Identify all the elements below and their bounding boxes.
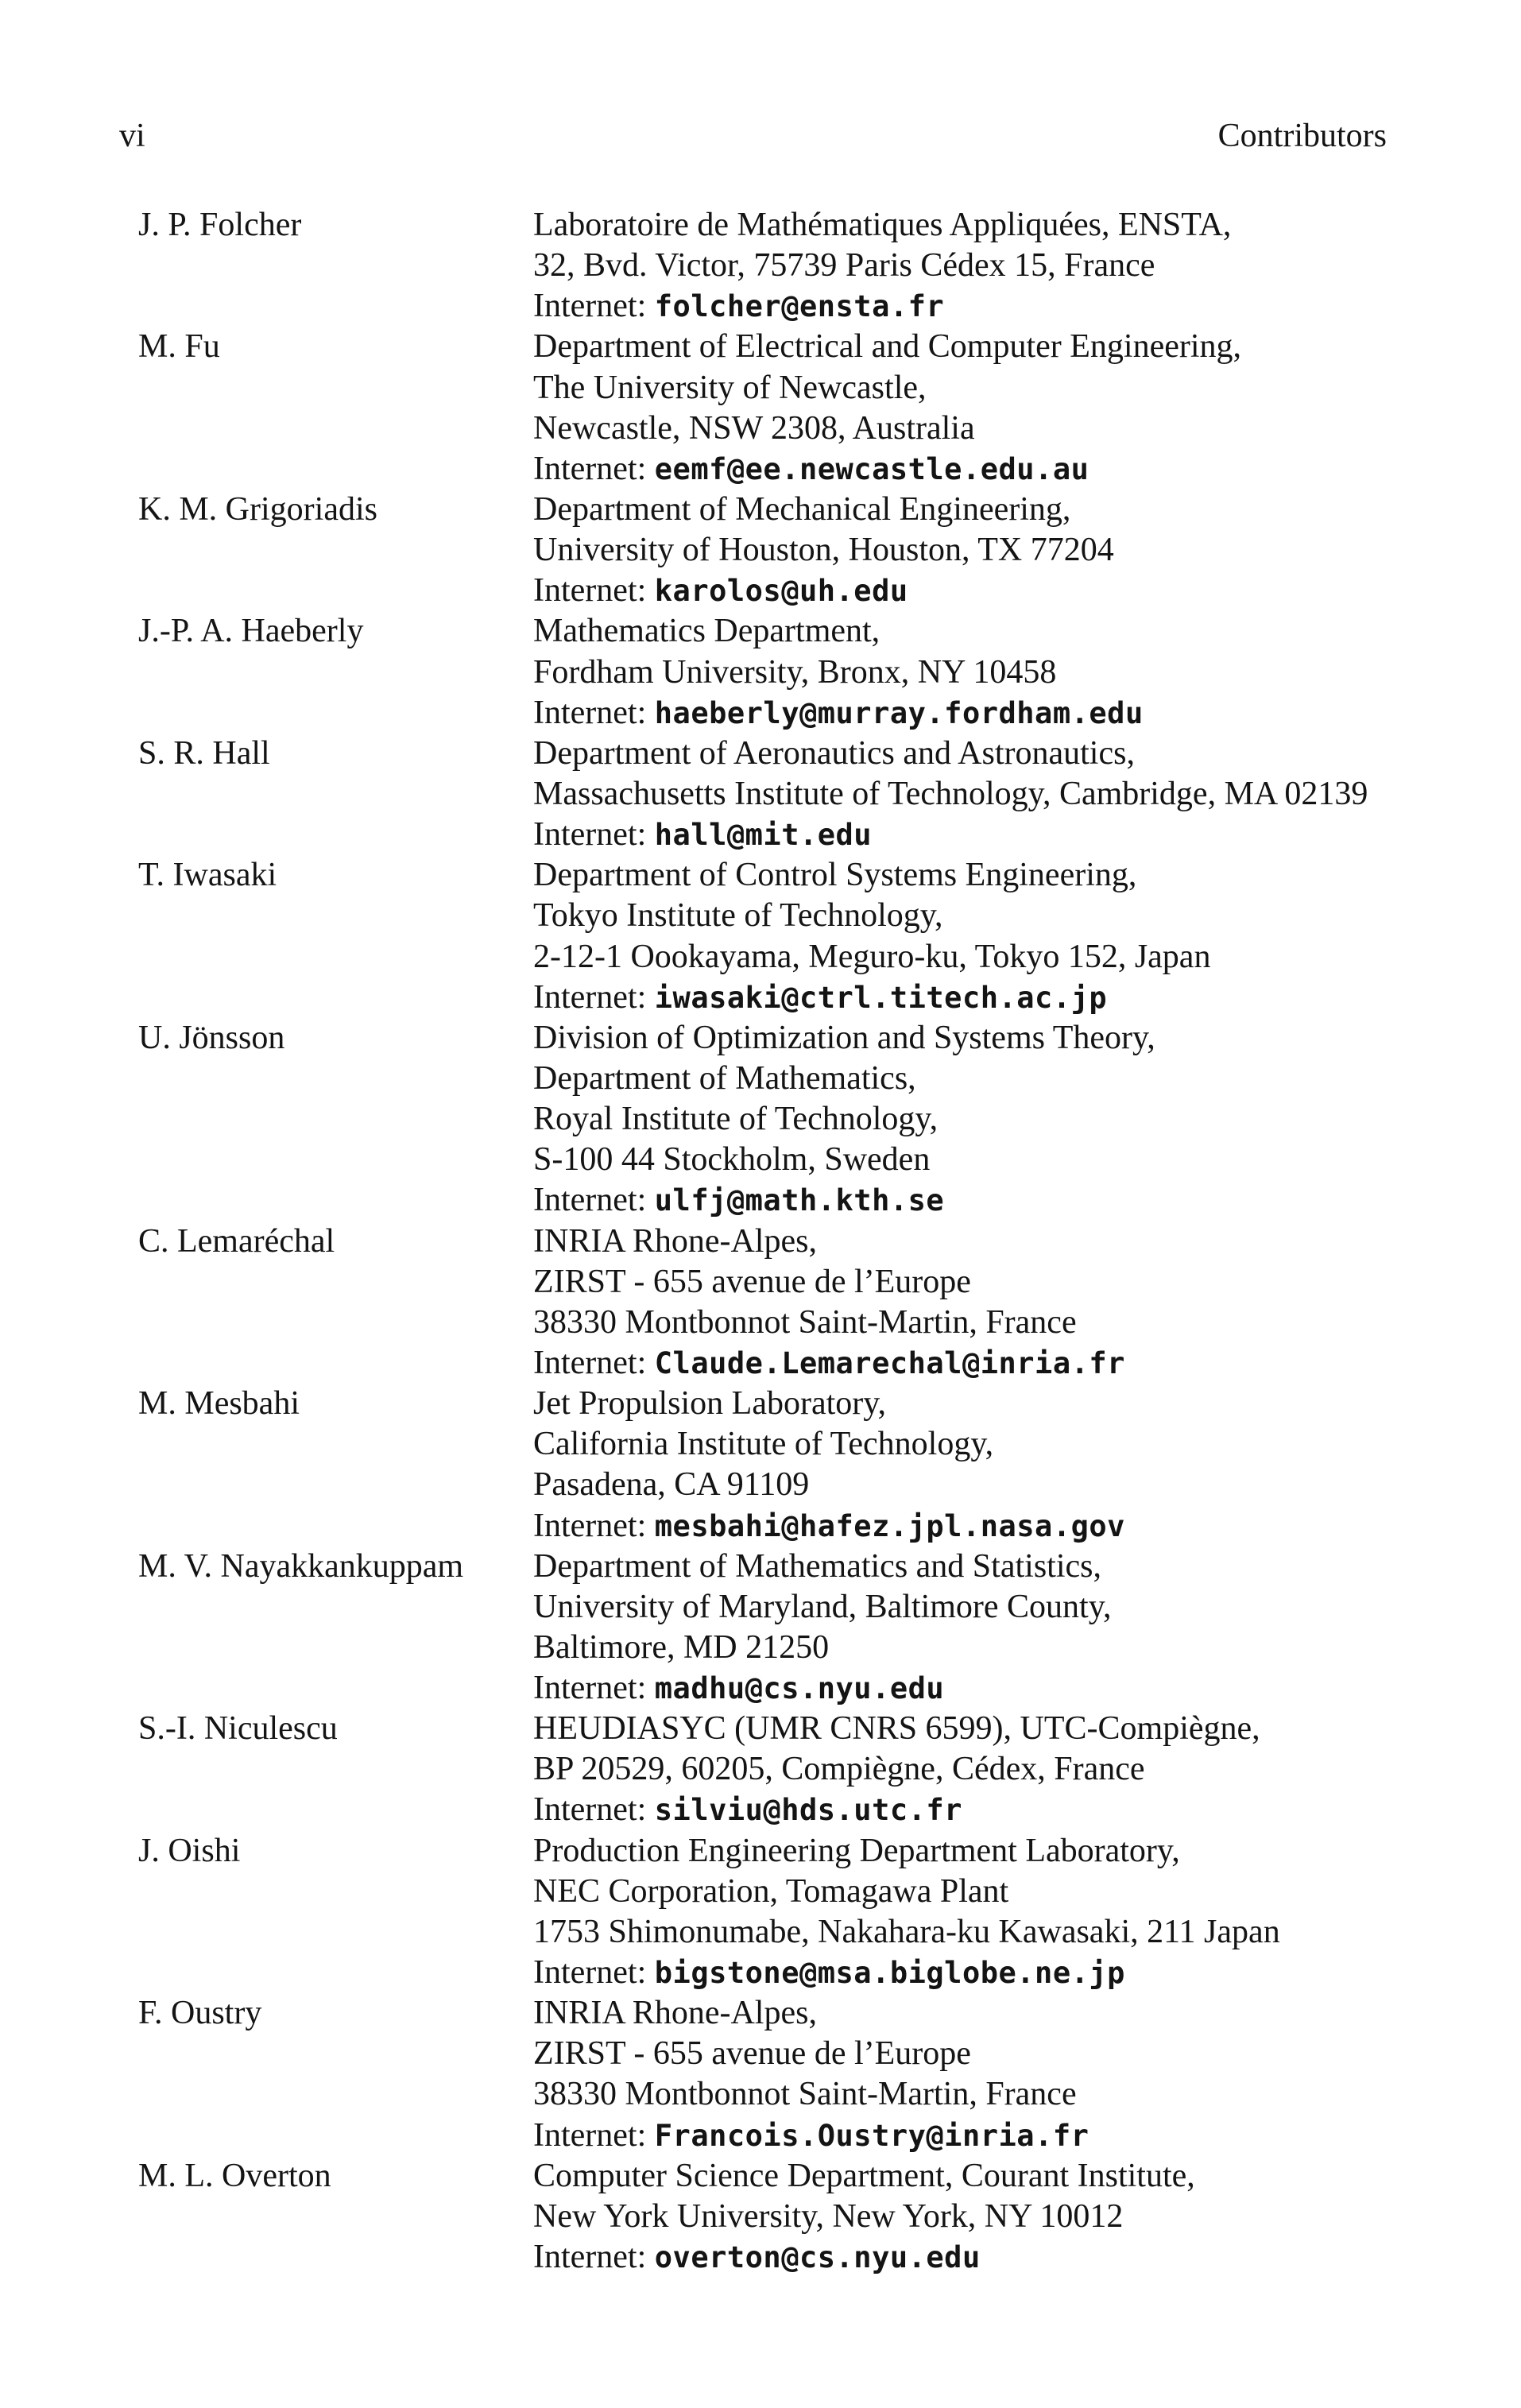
contributor-name: C. Lemaréchal xyxy=(138,1222,335,1260)
email-line xyxy=(533,1180,1457,1221)
affiliation-line: Fordham University, Bronx, NY 10458 xyxy=(533,653,1057,691)
email-address[interactable]: ulfj@math.kth.se xyxy=(654,1183,945,1218)
contributor-affiliation xyxy=(533,855,1457,1018)
email-label: Internet: xyxy=(533,1670,647,1707)
contributor-affiliation xyxy=(533,1709,1457,1830)
affiliation-line: INRIA Rhone-Alpes, xyxy=(533,1222,817,1260)
contributor-entry xyxy=(138,2156,1457,2278)
affiliation-line: Computer Science Department, Courant Institute, xyxy=(533,2157,1195,2194)
email-label: Internet: xyxy=(533,450,647,487)
affiliation-line: Baltimore, MD 21250 xyxy=(533,1628,830,1666)
email-line xyxy=(533,1668,1457,1709)
contributor-entry xyxy=(138,1831,1457,1994)
email-label: Internet: xyxy=(533,816,647,854)
contributor-name: F. Oustry xyxy=(138,1995,262,2032)
contributor-entry xyxy=(138,1384,1457,1547)
affiliation-line: Pasadena, CA 91109 xyxy=(533,1466,810,1504)
affiliation-line: Newcastle, NSW 2308, Australia xyxy=(533,409,975,447)
email-address[interactable]: overton@cs.nyu.edu xyxy=(654,2240,981,2275)
email-line xyxy=(533,286,1457,327)
section-title: Contributors xyxy=(1217,118,1387,154)
contributor-entry xyxy=(138,1993,1457,2156)
affiliation-line: University of Maryland, Baltimore County, xyxy=(533,1588,1112,1625)
email-line xyxy=(533,1506,1457,1547)
affiliation-line: Jet Propulsion Laboratory, xyxy=(533,1385,887,1423)
email-line xyxy=(533,978,1457,1018)
email-address[interactable]: haeberly@murray.fordham.edu xyxy=(654,695,1144,730)
affiliation-line: Department of Mathematics and Statistics, xyxy=(533,1547,1101,1585)
email-address[interactable]: eemf@ee.newcastle.edu.au xyxy=(654,451,1089,486)
contributor-entry xyxy=(138,205,1457,327)
email-line xyxy=(533,1343,1457,1384)
affiliation-line: Mathematics Department, xyxy=(533,613,880,650)
affiliation-line: NEC Corporation, Tomagawa Plant xyxy=(533,1872,1009,1910)
contributor-entry xyxy=(138,1709,1457,1830)
contributor-name: S.-I. Niculescu xyxy=(138,1710,338,1748)
contributor-affiliation xyxy=(533,327,1457,490)
affiliation-line: 38330 Montbonnot Saint-Martin, France xyxy=(533,2076,1077,2113)
email-label: Internet: xyxy=(533,572,647,610)
email-label: Internet: xyxy=(533,1344,647,1381)
affiliation-line: ZIRST - 655 avenue de l’Europe xyxy=(533,2035,971,2073)
contributor-entry xyxy=(138,855,1457,1018)
contributor-name: J. Oishi xyxy=(138,1832,241,1869)
contributor-entry xyxy=(138,734,1457,855)
affiliation-line: Tokyo Institute of Technology, xyxy=(533,897,943,935)
affiliation-line: INRIA Rhone-Alpes, xyxy=(533,1995,817,2032)
contributor-affiliation xyxy=(533,2156,1457,2278)
email-address[interactable]: iwasaki@ctrl.titech.ac.jp xyxy=(654,980,1108,1015)
contributor-affiliation xyxy=(533,734,1457,855)
email-address[interactable]: silviu@hds.utc.fr xyxy=(654,1793,962,1828)
affiliation-line: S-100 44 Stockholm, Sweden xyxy=(533,1141,931,1179)
email-line xyxy=(533,1953,1457,1993)
affiliation-line: The University of Newcastle, xyxy=(533,369,927,406)
contributor-entry xyxy=(138,1018,1457,1221)
email-label: Internet: xyxy=(533,1507,647,1544)
contributor-list xyxy=(138,205,1457,2278)
contributor-name: J.-P. A. Haeberly xyxy=(138,613,364,650)
contributor-affiliation xyxy=(533,611,1457,733)
email-line xyxy=(533,2116,1457,2156)
email-label: Internet: xyxy=(533,694,647,731)
affiliation-line: Production Engineering Department Laboratory, xyxy=(533,1832,1180,1869)
email-address[interactable]: mesbahi@hafez.jpl.nasa.gov xyxy=(654,1508,1125,1543)
email-address[interactable]: karolos@uh.edu xyxy=(654,574,908,609)
contributor-name: J. P. Folcher xyxy=(138,207,302,243)
affiliation-line: ZIRST - 655 avenue de l’Europe xyxy=(533,1263,971,1300)
email-line xyxy=(533,1790,1457,1830)
contributor-affiliation xyxy=(533,1018,1457,1221)
contributor-affiliation xyxy=(533,1831,1457,1994)
affiliation-line: Department of Mathematics, xyxy=(533,1059,916,1097)
affiliation-line: Massachusetts Institute of Technology, Cambridge, MA 02139 xyxy=(533,775,1368,812)
email-address[interactable]: Claude.Lemarechal@inria.fr xyxy=(654,1345,1125,1380)
contributor-affiliation xyxy=(533,490,1457,611)
affiliation-line: 1753 Shimonumabe, Nakahara-ku Kawasaki, 211 Japan xyxy=(533,1913,1280,1950)
affiliation-line: California Institute of Technology, xyxy=(533,1426,994,1463)
affiliation-line: Laboratoire de Mathématiques Appliquées, ENSTA, xyxy=(533,207,1232,243)
affiliation-line: Department of Mechanical Engineering, xyxy=(533,490,1071,528)
running-header xyxy=(119,116,1387,156)
affiliation-line: Department of Aeronautics and Astronautics, xyxy=(533,734,1135,772)
contributor-affiliation xyxy=(533,205,1457,327)
contributor-name: M. L. Overton xyxy=(138,2157,331,2194)
email-line xyxy=(533,449,1457,490)
affiliation-line: 2-12-1 Oookayama, Meguro-ku, Tokyo 152, Japan xyxy=(533,938,1211,975)
contributor-name: M. Fu xyxy=(138,328,220,366)
contributor-entry xyxy=(138,1547,1457,1709)
email-line xyxy=(533,815,1457,855)
email-address[interactable]: folcher@ensta.fr xyxy=(654,289,945,324)
email-line xyxy=(533,2237,1457,2278)
contributor-affiliation xyxy=(533,1221,1457,1384)
affiliation-line: New York University, New York, NY 10012 xyxy=(533,2197,1124,2235)
email-address[interactable]: hall@mit.edu xyxy=(654,818,873,853)
contributor-entry xyxy=(138,327,1457,490)
contributor-name: T. Iwasaki xyxy=(138,857,277,894)
contributor-affiliation xyxy=(533,1384,1457,1547)
email-label: Internet: xyxy=(533,2116,647,2154)
email-label: Internet: xyxy=(533,1954,647,1992)
contributor-name: M. V. Nayakkankuppam xyxy=(138,1547,464,1585)
affiliation-line: 38330 Montbonnot Saint-Martin, France xyxy=(533,1303,1077,1341)
email-address[interactable]: madhu@cs.nyu.edu xyxy=(654,1671,945,1706)
contributor-affiliation xyxy=(533,1547,1457,1709)
email-label: Internet: xyxy=(533,288,647,325)
affiliation-line: University of Houston, Houston, TX 77204 xyxy=(533,532,1114,569)
contributor-entry xyxy=(138,490,1457,611)
email-line xyxy=(533,693,1457,734)
contributor-name: S. R. Hall xyxy=(138,734,270,772)
email-address[interactable]: Francois.Oustry@inria.fr xyxy=(654,2118,1089,2153)
affiliation-line: Department of Electrical and Computer Engineering, xyxy=(533,328,1242,366)
contributor-name: M. Mesbahi xyxy=(138,1385,300,1423)
email-label: Internet: xyxy=(533,1791,647,1829)
contributor-entry xyxy=(138,1221,1457,1384)
affiliation-line: Royal Institute of Technology, xyxy=(533,1101,939,1138)
email-line xyxy=(533,571,1457,611)
affiliation-line: HEUDIASYC (UMR CNRS 6599), UTC-Compiègne, xyxy=(533,1710,1260,1748)
affiliation-line: Department of Control Systems Engineering, xyxy=(533,857,1137,894)
affiliation-line: Division of Optimization and Systems Theory, xyxy=(533,1019,1155,1056)
page-number: vi xyxy=(119,118,145,154)
contributor-name: K. M. Grigoriadis xyxy=(138,490,377,528)
contributor-entry xyxy=(138,611,1457,733)
affiliation-line: BP 20529, 60205, Compiègne, Cédex, France xyxy=(533,1751,1145,1788)
contributor-name: U. Jönsson xyxy=(138,1019,285,1056)
contributor-affiliation xyxy=(533,1993,1457,2156)
email-address[interactable]: bigstone@msa.biglobe.ne.jp xyxy=(654,1956,1125,1991)
email-label: Internet: xyxy=(533,2239,647,2276)
affiliation-line: 32, Bvd. Victor, 75739 Paris Cédex 15, France xyxy=(533,247,1155,285)
email-label: Internet: xyxy=(533,978,647,1016)
email-label: Internet: xyxy=(533,1182,647,1219)
